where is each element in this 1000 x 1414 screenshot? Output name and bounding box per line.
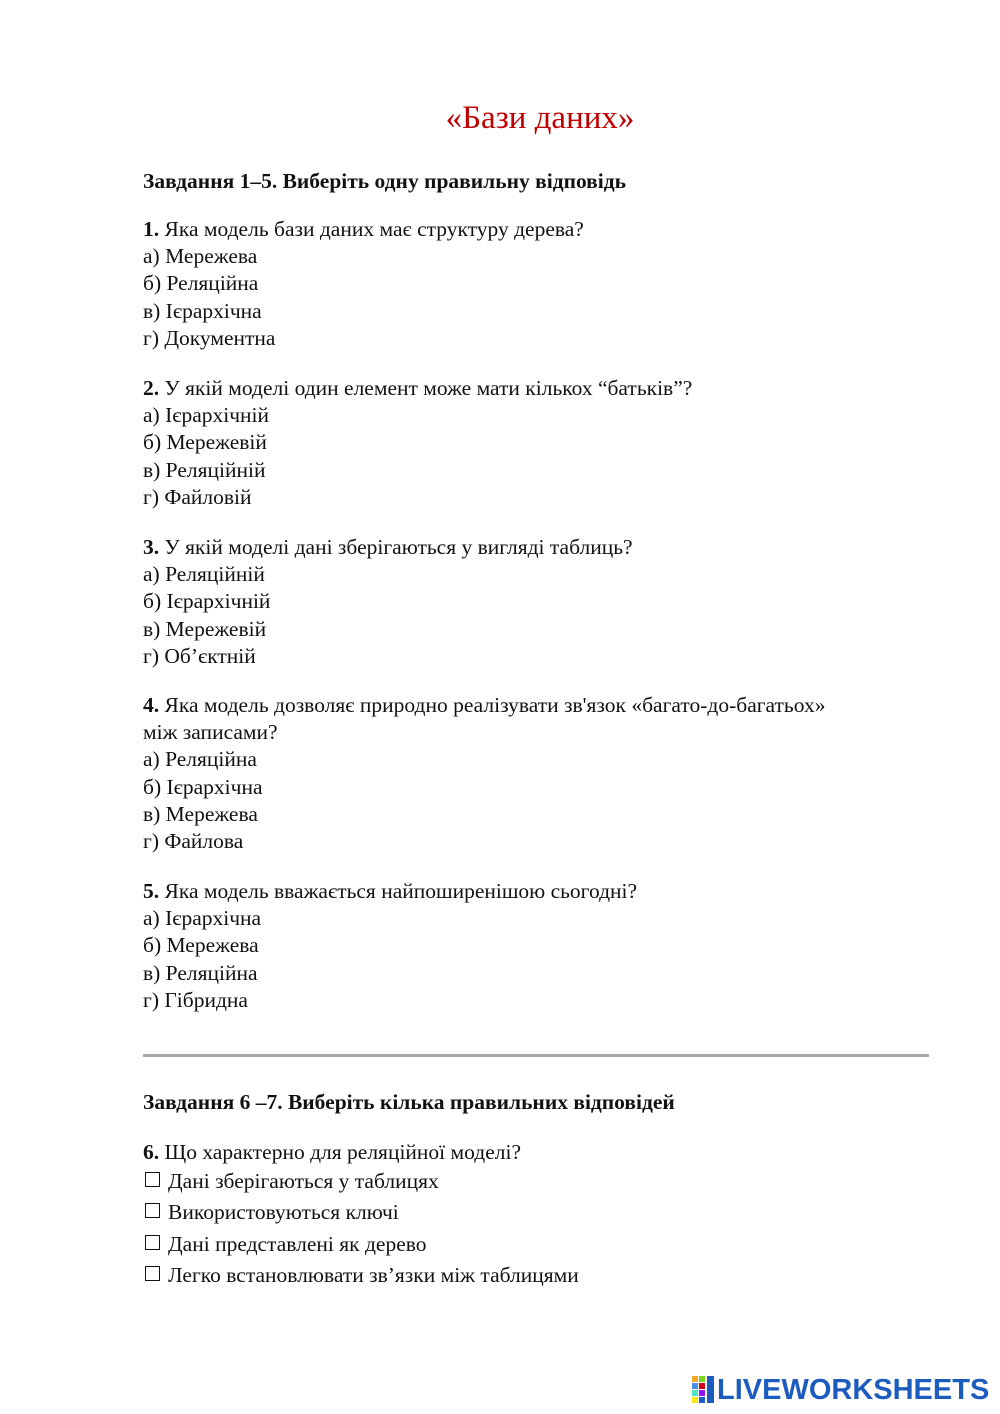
checkbox-option-4[interactable] xyxy=(143,1260,923,1291)
question-prompt: Що характерно для реляційної моделі? xyxy=(159,1140,521,1164)
option-d[interactable]: г) Файлова xyxy=(143,829,244,854)
question-text xyxy=(143,692,923,719)
section-heading-2: Завдання 6 –7. Виберіть кілька правильних відповідей xyxy=(143,1090,675,1114)
question-3 xyxy=(143,534,923,670)
page-title: «Бази даних» xyxy=(445,100,635,136)
option-a[interactable]: а) Реляційній xyxy=(143,562,265,587)
checkbox-option-2[interactable] xyxy=(143,1197,923,1228)
checkbox-option-1[interactable] xyxy=(143,1166,923,1197)
question-number: 2. xyxy=(143,376,160,400)
option-c[interactable]: в) Реляційній xyxy=(143,457,266,482)
checkbox-icon[interactable] xyxy=(145,1172,160,1187)
checkbox-icon[interactable] xyxy=(145,1203,160,1218)
question-text-continued: між записами? xyxy=(143,720,278,745)
question-text xyxy=(143,1139,923,1166)
option-b[interactable]: б) Ієрархічній xyxy=(143,589,271,614)
question-6 xyxy=(143,1139,923,1291)
logo-text: LIVEWORKSHEETS xyxy=(717,1373,990,1406)
option-a[interactable]: а) Реляційна xyxy=(143,747,257,772)
question-number: 6. xyxy=(143,1140,160,1164)
option-d[interactable]: г) Файловій xyxy=(143,484,252,509)
question-prompt: У якій моделі дані зберігаються у вигляді таблиць? xyxy=(159,535,633,559)
question-4 xyxy=(143,692,923,855)
checkbox-icon[interactable] xyxy=(145,1266,160,1281)
checkbox-label: Дані представлені як дерево xyxy=(168,1231,427,1256)
question-prompt: У якій моделі один елемент може мати кількох “батьків”? xyxy=(159,376,693,400)
option-c[interactable]: в) Ієрархічна xyxy=(143,298,262,323)
section-divider xyxy=(143,1054,929,1057)
option-a[interactable]: а) Ієрархічній xyxy=(143,403,270,428)
option-b[interactable]: б) Мережевій xyxy=(143,430,267,455)
liveworksheets-logo xyxy=(692,1373,989,1407)
checkbox-label: Дані зберігаються у таблицях xyxy=(168,1169,439,1193)
question-text xyxy=(143,878,923,905)
option-c[interactable]: в) Реляційна xyxy=(143,960,258,985)
question-text xyxy=(143,216,923,243)
checkbox-icon[interactable] xyxy=(145,1235,160,1250)
option-a[interactable]: а) Ієрархічна xyxy=(143,906,262,931)
question-5 xyxy=(143,878,923,1014)
question-2 xyxy=(143,375,923,511)
question-number: 4. xyxy=(143,693,160,717)
option-c[interactable]: в) Мережева xyxy=(143,801,258,826)
option-d[interactable]: г) Об’єктній xyxy=(143,643,256,668)
question-prompt: Яка модель дозволяє природно реалізувати зв'язок «багато-до-багатьох» xyxy=(159,693,826,717)
option-d[interactable]: г) Документна xyxy=(143,325,276,350)
question-text xyxy=(143,375,923,402)
checkbox-label: Використовуються ключі xyxy=(168,1200,399,1225)
question-1 xyxy=(143,216,923,352)
option-a[interactable]: а) Мережева xyxy=(143,244,258,269)
question-number: 1. xyxy=(143,217,160,241)
question-number: 5. xyxy=(143,879,160,903)
question-prompt: Яка модель бази даних має структуру дерева? xyxy=(159,217,584,241)
checkbox-label: Легко встановлювати зв’язки між таблицями xyxy=(168,1262,579,1287)
option-b[interactable]: б) Реляційна xyxy=(143,271,259,296)
checkbox-option-3[interactable] xyxy=(143,1229,923,1260)
section-heading-1: Завдання 1–5. Виберіть одну правильну відповідь xyxy=(143,169,627,193)
option-b[interactable]: б) Ієрархічна xyxy=(143,774,263,799)
option-c[interactable]: в) Мережевій xyxy=(143,616,267,641)
question-number: 3. xyxy=(143,535,160,559)
liveworksheets-logo-icon xyxy=(692,1376,714,1404)
option-d[interactable]: г) Гібридна xyxy=(143,987,248,1012)
question-prompt: Яка модель вважається найпоширенішою сьогодні? xyxy=(159,879,638,903)
question-text xyxy=(143,534,923,561)
option-b[interactable]: б) Мережева xyxy=(143,933,259,958)
